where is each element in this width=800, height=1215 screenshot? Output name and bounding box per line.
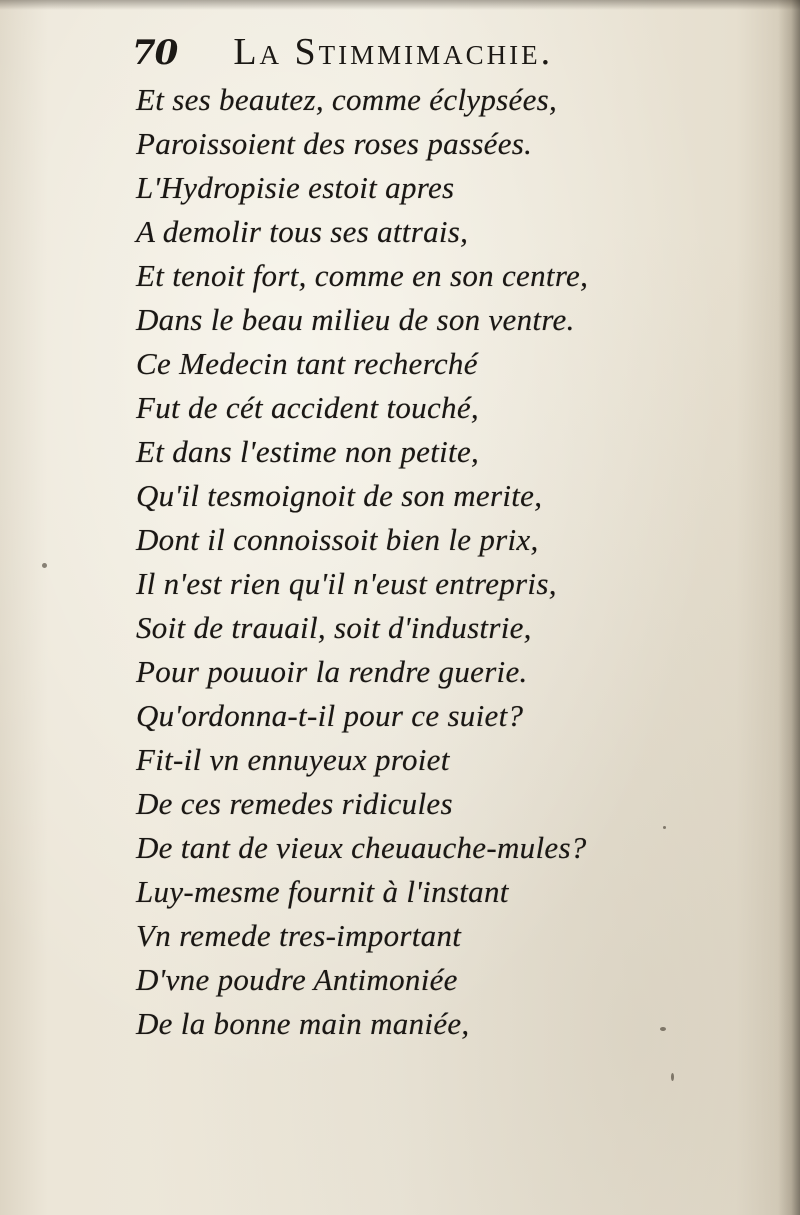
ink-speck (42, 563, 47, 568)
ink-speck (663, 826, 666, 829)
verse-line: Vn remede tres-important (136, 918, 462, 953)
verse-line: Fut de cét accident touché, (136, 390, 479, 425)
verse-line: Qu'ordonna-t-il pour ce suiet? (136, 698, 524, 733)
verse-line: L'Hydropisie estoit apres (136, 170, 455, 205)
verse-line: Et dans l'estime non petite, (136, 434, 480, 469)
verse-line: Et tenoit fort, comme en son centre, (136, 258, 589, 293)
page-top-shadow (0, 0, 800, 10)
verse-line: Luy-mesme fournit à l'instant (136, 874, 509, 909)
verse-line: De ces remedes ridicules (136, 786, 453, 821)
verse-line: Pour pouuoir la rendre guerie. (136, 654, 528, 689)
verse-line: Il n'est rien qu'il n'eust entrepris, (136, 566, 557, 601)
verse-line: Ce Medecin tant recherché (136, 346, 478, 381)
verse-line: Dont il connoissoit bien le prix, (136, 522, 539, 557)
verse-line: Qu'il tesmoignoit de son merite, (136, 478, 543, 513)
verse-line: Fit-il vn ennuyeux proiet (136, 742, 450, 777)
verse-block (136, 78, 736, 1046)
verse-line: Et ses beautez, comme éclypsées, (136, 82, 558, 117)
verse-line: Soit de trauail, soit d'industrie, (136, 610, 532, 645)
binding-shadow (778, 0, 800, 1215)
verse-line: De la bonne main maniée, (136, 1006, 470, 1041)
page-header (132, 30, 692, 80)
verse-line: De tant de vieux cheuauche-mules? (136, 830, 587, 865)
ink-speck (660, 1027, 666, 1031)
page-number: 70 (132, 33, 178, 73)
verse-line: Dans le beau milieu de son ventre. (136, 302, 575, 337)
running-title: La Stimmimachie. (233, 31, 554, 73)
verse-line: D'vne poudre Antimoniée (136, 962, 458, 997)
verse-line: Paroissoient des roses passées. (136, 126, 533, 161)
verse-line: A demolir tous ses attrais, (136, 214, 469, 249)
ink-speck (671, 1073, 674, 1081)
